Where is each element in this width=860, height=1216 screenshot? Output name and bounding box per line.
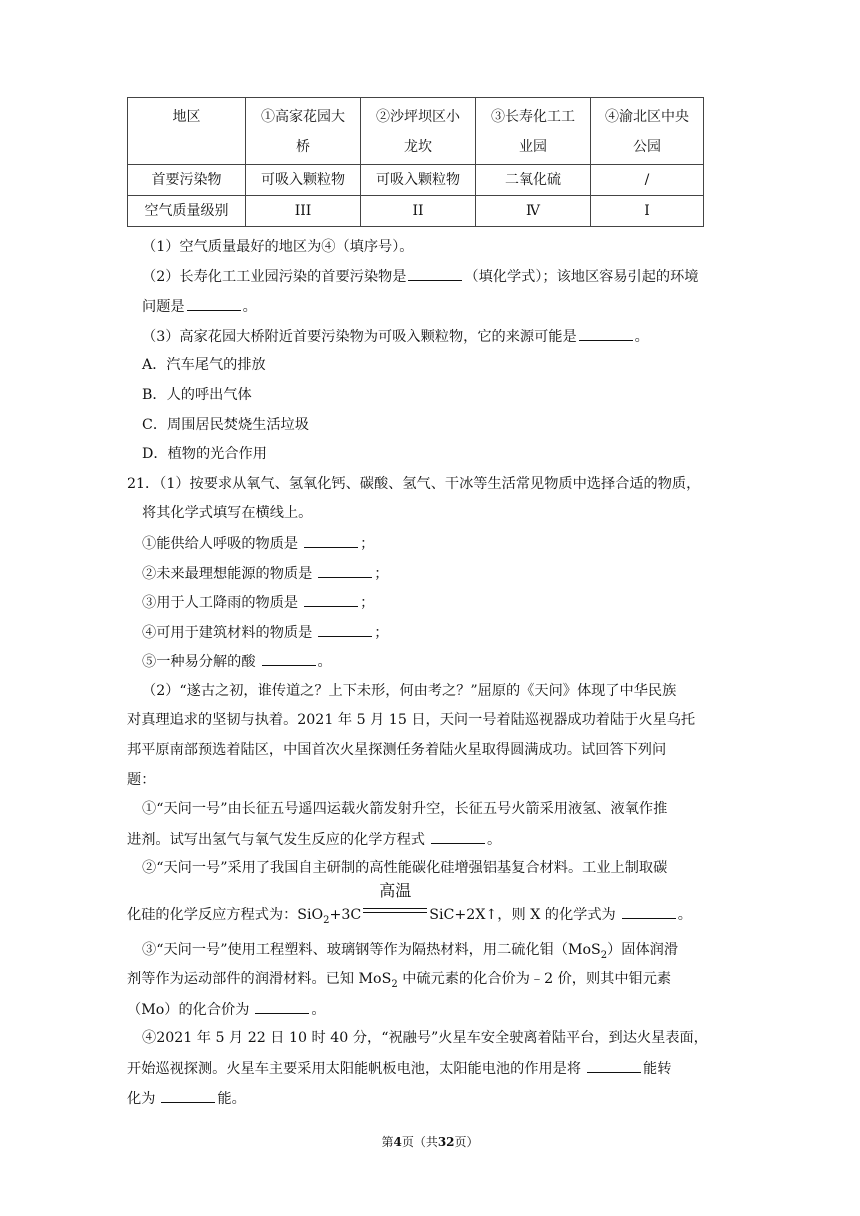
table-header-cell: ④渝北区中央 公园 xyxy=(591,98,704,165)
answer-blank xyxy=(318,622,372,637)
table-cell: II xyxy=(361,196,476,227)
answer-blank xyxy=(408,266,462,281)
table-cell: I xyxy=(591,196,704,227)
passage-line: （2）“遂古之初，谁传道之？上下未形，何由考之？”屈原的《天问》体现了中华民族 xyxy=(142,683,677,699)
table-header-row xyxy=(128,98,704,165)
answer-blank xyxy=(304,592,358,607)
answer-blank xyxy=(318,563,372,578)
passage-line: 剂等作为运动部件的润滑材料。已知 MoS$_2$ 中硫元素的化合价为﹣2 价，则其中钼元素 xyxy=(127,971,672,990)
answer-blank xyxy=(187,296,241,311)
passage-line: 化为 能。 xyxy=(127,1088,246,1109)
passage-line: ③“天问一号”使用工程塑料、玻璃钢等作为隔热材料，用二硫化钼（MoS$_2$）固体润滑 xyxy=(142,942,679,961)
option-d: D．植物的光合作用 xyxy=(142,446,267,462)
question-line: 将其化学式填写在横线上。 xyxy=(142,505,313,521)
passage-line: 开始巡视探测。火星车主要采用太阳能帆板电池，太阳能电池的作用是将 能转 xyxy=(127,1058,671,1079)
passage-line: （Mo）的化合价为 。 xyxy=(127,999,326,1020)
passage-line: ①“天问一号”由长征五号遥四运载火箭发射升空，长征五号火箭采用液氢、液氧作推 xyxy=(142,801,668,817)
sub-question: ⑤一种易分解的酸 。 xyxy=(142,651,332,672)
table-cell: 空气质量级别 xyxy=(128,196,246,227)
passage-line: 进剂。试写出氢气与氧气发生反应的化学方程式 。 xyxy=(127,829,501,850)
passage-line: 题： xyxy=(127,772,156,788)
question-line: （3）高家花园大桥附近首要污染物为可吸入颗粒物，它的来源可能是 。 xyxy=(142,326,649,347)
page-total: 32 xyxy=(437,1135,455,1149)
table-row xyxy=(128,196,704,227)
answer-blank xyxy=(431,829,485,844)
reaction-condition: 高温 xyxy=(361,899,429,919)
table-cell: 可吸入颗粒物 xyxy=(246,165,361,196)
sub-question: ②未来最理想能源的物质是 ； xyxy=(142,563,388,584)
sub-question: ③用于人工降雨的物质是 ； xyxy=(142,592,374,613)
table-cell: 二氧化硫 xyxy=(476,165,591,196)
answer-blank xyxy=(587,1058,641,1073)
page-footer: 第4页（共32页） xyxy=(381,1135,479,1149)
page-number: 4 xyxy=(393,1135,402,1149)
table-header-cell: 地区 xyxy=(128,98,246,165)
answer-blank xyxy=(579,326,633,341)
passage-line: 邦平原南部预选着陆区，中国首次火星探测任务着陆火星取得圆满成功。试回答下列问 xyxy=(127,742,667,758)
option-b: B．人的呼出气体 xyxy=(142,387,252,403)
answer-blank xyxy=(161,1088,215,1103)
answer-blank xyxy=(304,533,358,548)
table-row xyxy=(128,165,704,196)
table-header-cell: ③长寿化工工 业园 xyxy=(476,98,591,165)
answer-blank xyxy=(255,999,309,1014)
question-line: （2）长寿化工工业园污染的首要污染物是 （填化学式）；该地区容易引起的环境 xyxy=(142,266,699,287)
table-cell: III xyxy=(246,196,361,227)
table-header-cell: ①高家花园大 桥 xyxy=(246,98,361,165)
passage-line: ④2021 年 5 月 22 日 10 时 40 分，“祝融号”火星车安全驶离着陆平台，到达火星表面， xyxy=(142,1030,708,1046)
question-line: 问题是 。 xyxy=(142,296,257,317)
option-c: C．周围居民焚烧生活垃圾 xyxy=(142,417,309,433)
air-quality-table xyxy=(127,97,704,227)
table-cell: / xyxy=(591,165,704,196)
reaction-equation-line: 化硅的化学反应方程式为：SiO$_2$+3C 高温 SiC+2X↑，则 X 的化学式为 。 xyxy=(127,881,692,926)
table-cell: Ⅳ xyxy=(476,196,591,227)
option-a: A．汽车尾气的排放 xyxy=(142,357,266,373)
question-21-line: 21．（1）按要求从氧气、氢氧化钙、碳酸、氢气、干冰等生活常见物质中选择合适的物质， xyxy=(127,476,701,492)
passage-line: 对真理追求的坚韧与执着。2021 年 5 月 15 日，天问一号着陆巡视器成功着陆于火星乌托 xyxy=(127,712,696,728)
table-header-cell: ②沙坪坝区小 龙坎 xyxy=(361,98,476,165)
table-cell: 首要污染物 xyxy=(128,165,246,196)
sub-question: ①能供给人呼吸的物质是 ； xyxy=(142,533,374,554)
question-line: （1）空气质量最好的地区为④（填序号）。 xyxy=(142,239,414,255)
table-cell: 可吸入颗粒物 xyxy=(361,165,476,196)
answer-blank xyxy=(622,904,676,919)
answer-blank xyxy=(262,651,316,666)
passage-line: ②“天问一号”采用了我国自主研制的高性能碳化硅增强铝基复合材料。工业上制取碳 xyxy=(142,860,668,876)
sub-question: ④可用于建筑材料的物质是 ； xyxy=(142,622,388,643)
